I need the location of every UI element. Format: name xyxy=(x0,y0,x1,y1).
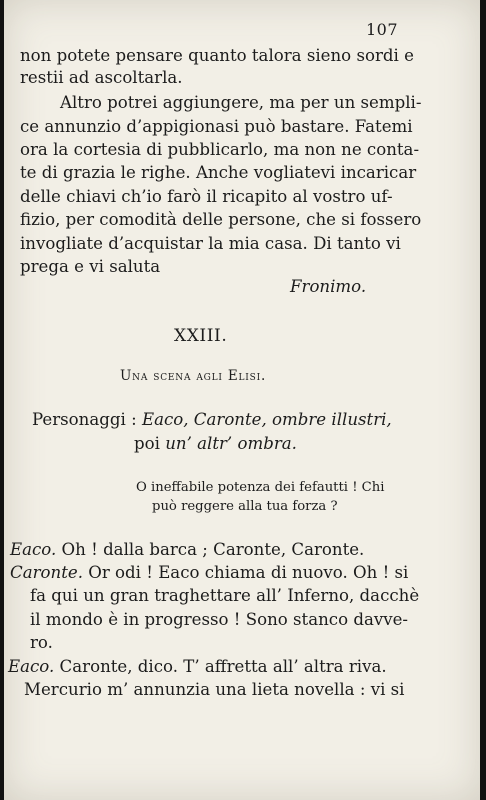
dialogue-line xyxy=(30,631,53,655)
dialogue-text: fa qui un gran traghettare all’ Inferno, dacchè xyxy=(30,586,420,605)
personaggi-extra: un’ altr’ ombra. xyxy=(165,434,297,453)
dialogue-text: Caronte, dico. T’ affretta all’ altra riva. xyxy=(54,657,387,676)
letter-line: te di grazia le righe. Anche vogliatevi incaricar xyxy=(20,163,417,182)
personaggi-line-1 xyxy=(32,410,392,429)
dialogue-text: Oh ! dalla barca ; Caronte, Caronte. xyxy=(56,540,365,559)
dialogue-text: Mercurio m’ annunzia una lieta novella : vi si xyxy=(24,680,405,699)
letter-line: ora la cortesia di pubblicarlo, ma non ne conta- xyxy=(20,140,420,159)
dialogue-line xyxy=(10,561,408,585)
dialogue-text: ro. xyxy=(30,633,53,652)
letter-line: restii ad ascoltarla. xyxy=(20,68,183,87)
letter-line: prega e vi saluta xyxy=(20,257,161,276)
book-page xyxy=(4,0,480,800)
speaker-name: Eaco. xyxy=(10,540,57,559)
epigraph-line: O ineffabile potenza dei fefautti ! Chi xyxy=(136,480,385,495)
letter-signature: Fronimo. xyxy=(290,277,367,296)
dialogue-text: il mondo è in progresso ! Sono stanco davve- xyxy=(30,610,409,629)
page-number: 107 xyxy=(366,20,399,39)
letter-line: Altro potrei aggiungere, ma per un sempli- xyxy=(60,93,422,112)
letter-line: invogliate d’acquistar la mia casa. Di tanto vi xyxy=(20,234,401,253)
dialogue-line xyxy=(30,584,419,608)
speaker-name: Eaco. xyxy=(8,657,55,676)
dialogue-line xyxy=(10,538,364,562)
letter-line: non potete pensare quanto talora sieno sordi e xyxy=(20,46,414,65)
personaggi-label: Personaggi : xyxy=(32,410,142,429)
speaker-name: Caronte. xyxy=(10,563,83,582)
section-title: Una scena agli Elisi. xyxy=(120,368,267,384)
dialogue-line xyxy=(30,608,408,632)
personaggi-line-2 xyxy=(134,434,297,453)
book-edge-right xyxy=(480,0,486,800)
dialogue-text: Or odi ! Eaco chiama di nuovo. Oh ! si xyxy=(82,563,409,582)
epigraph-line: può reggere alla tua forza ? xyxy=(152,499,338,514)
letter-line: ce annunzio d’appigionasi può bastare. Fatemi xyxy=(20,117,413,136)
letter-line: fizio, per comodità delle persone, che si fossero xyxy=(20,210,422,229)
personaggi-prefix: poi xyxy=(134,434,166,453)
dialogue-line xyxy=(8,655,387,679)
personaggi-names: Eaco, Caronte, ombre illustri, xyxy=(141,410,392,429)
dialogue-line xyxy=(24,678,404,702)
letter-line: delle chiavi ch’io farò il ricapito al vostro uf- xyxy=(20,187,393,206)
section-number: XXIII. xyxy=(174,326,228,346)
